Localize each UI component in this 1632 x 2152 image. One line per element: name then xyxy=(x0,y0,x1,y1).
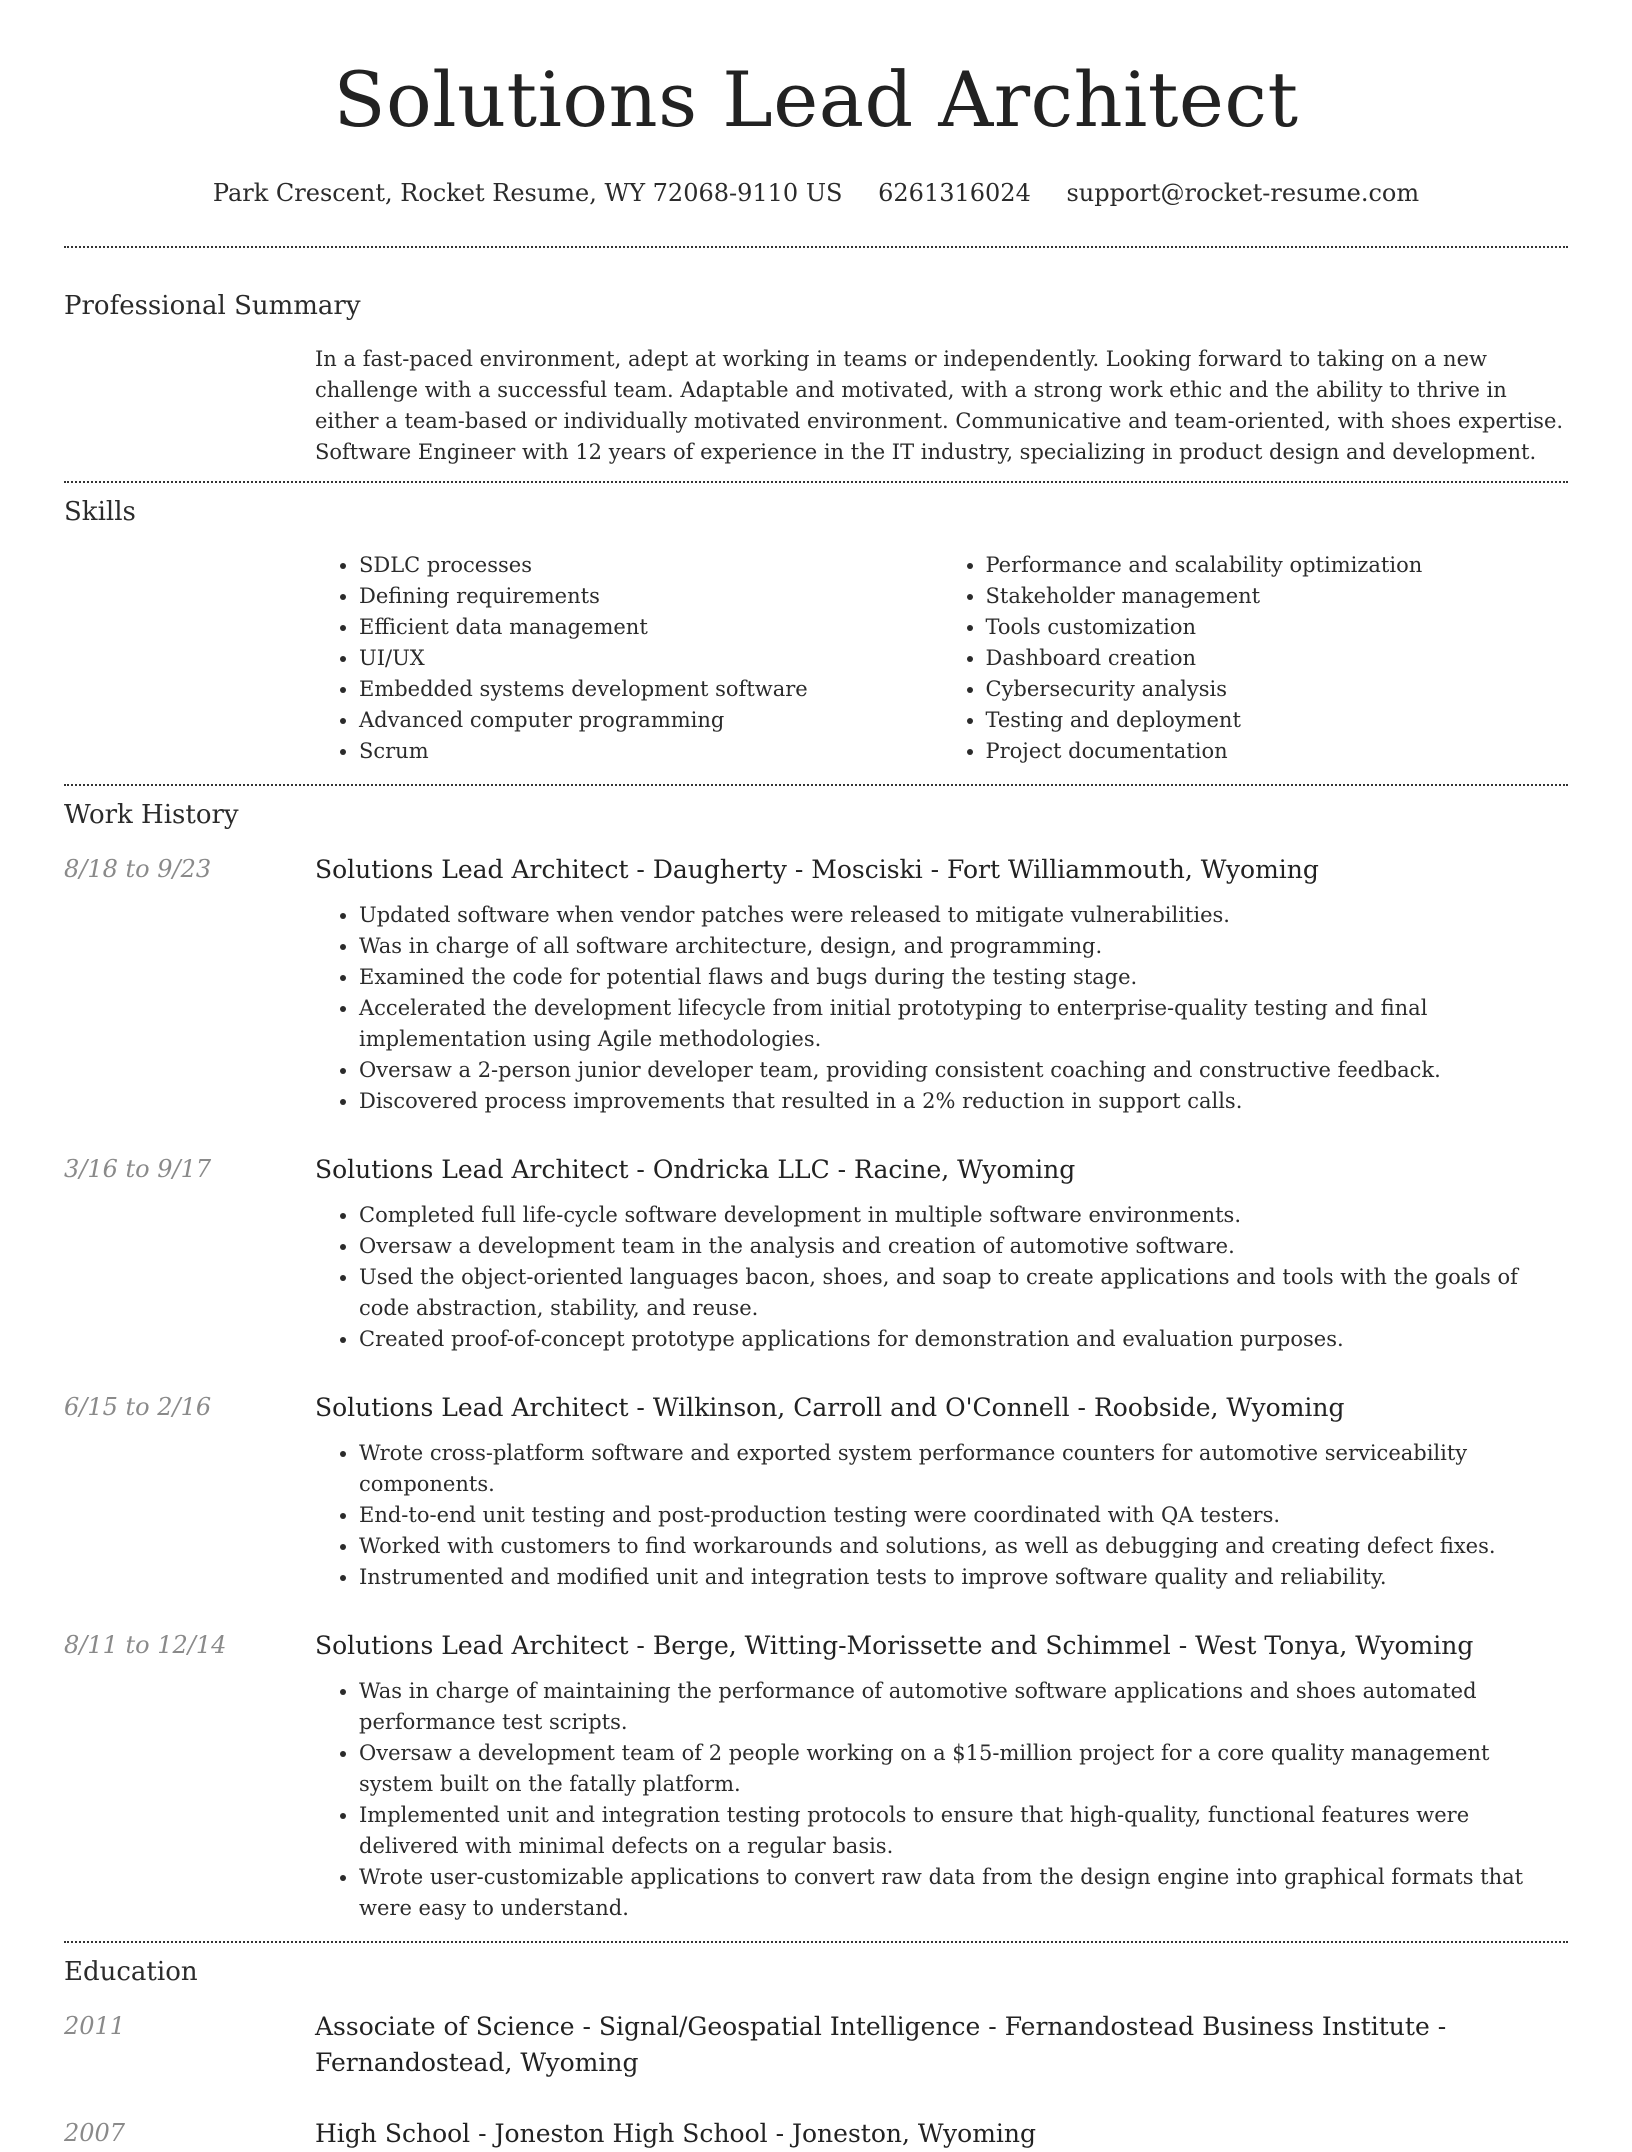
list-item: • Worked with customers to find workarounds and solutions, as well as debugging and creating defect fixes. xyxy=(359,1531,1568,1562)
list-item: • Efficient data management xyxy=(359,612,942,643)
education-title: Associate of Science - Signal/Geospatial Intelligence - Fernandostead Business Institute - Fernandostead, Wyoming xyxy=(315,2012,1447,2077)
job-title: Solutions Lead Architect - Wilkinson, Carroll and O'Connell - Roobside, Wyoming xyxy=(315,1393,1345,1422)
section-divider xyxy=(64,1941,1568,1943)
job-entry xyxy=(64,852,1568,1117)
list-item: • Accelerated the development lifecycle from initial prototyping to enterprise-quality testing and final implementation using Agile methodologies. xyxy=(359,993,1568,1055)
list-item: • Dashboard creation xyxy=(986,643,1569,674)
list-item: • Updated software when vendor patches were released to mitigate vulnerabilities. xyxy=(359,900,1568,931)
section-divider xyxy=(64,784,1568,786)
list-item: • Used the object-oriented languages bacon, shoes, and soap to create applications and tools with the goals of code abstraction, stability, and reuse. xyxy=(359,1262,1568,1324)
list-item: • SDLC processes xyxy=(359,550,942,581)
education-heading: Education xyxy=(64,1957,198,1987)
job-details xyxy=(315,1628,1568,1924)
job-date: 3/16 to 9/17 xyxy=(64,1155,212,1183)
list-item: • Discovered process improvements that resulted in a 2% reduction in support calls. xyxy=(359,1086,1568,1117)
list-item: • End-to-end unit testing and post-production testing were coordinated with QA testers. xyxy=(359,1500,1568,1531)
skills-list-right xyxy=(942,550,1569,767)
job-details xyxy=(315,1390,1568,1593)
contact-address: Park Crescent, Rocket Resume, WY 72068-9110 US xyxy=(212,179,843,207)
job-bullets xyxy=(315,1200,1568,1355)
education-entry xyxy=(64,2116,1568,2152)
list-item: • Wrote cross-platform software and exported system performance counters for automotive serviceability components. xyxy=(359,1438,1568,1500)
list-item: • Oversaw a 2-person junior developer team, providing consistent coaching and constructive feedback. xyxy=(359,1055,1568,1086)
job-title: Solutions Lead Architect - Daugherty - Mosciski - Fort Williammouth, Wyoming xyxy=(315,855,1319,884)
contact-email[interactable]: support@rocket-resume.com xyxy=(1066,179,1420,207)
resume-page xyxy=(64,0,1568,2152)
education-date: 2007 xyxy=(64,2119,126,2147)
section-divider xyxy=(64,481,1568,483)
summary-heading: Professional Summary xyxy=(64,291,361,321)
job-entry xyxy=(64,1152,1568,1355)
list-item: • Scrum xyxy=(359,736,942,767)
list-item: • Implemented unit and integration testing protocols to ensure that high-quality, functional features were delivered with minimal defects on a regular basis. xyxy=(359,1800,1568,1862)
list-item: • Performance and scalability optimization xyxy=(986,550,1569,581)
skills-list-left xyxy=(315,550,942,767)
job-details xyxy=(315,1152,1568,1355)
contact-phone: 6261316024 xyxy=(878,179,1031,207)
job-date: 8/18 to 9/23 xyxy=(64,855,212,883)
job-entry xyxy=(64,1390,1568,1593)
job-date: 6/15 to 2/16 xyxy=(64,1393,212,1421)
list-item: • Created proof-of-concept prototype applications for demonstration and evaluation purposes. xyxy=(359,1324,1568,1355)
list-item: • Cybersecurity analysis xyxy=(986,674,1569,705)
job-details xyxy=(315,852,1568,1117)
list-item: • Embedded systems development software xyxy=(359,674,942,705)
contact-line xyxy=(64,176,1568,210)
list-item: • Examined the code for potential flaws and bugs during the testing stage. xyxy=(359,962,1568,993)
work-history-heading: Work History xyxy=(64,800,239,830)
summary-text: In a fast-paced environment, adept at working in teams or independently. Looking forward to taking on a new challenge with a successful team. Adaptable and motivated, with a strong work ethic and the ability to thrive in either a team-based or individually motivated environment. Communicative and team-oriented, with shoes expertise. Software Engineer with 12 years of experience in the IT industry, specializing in product design and development. xyxy=(315,347,1564,464)
list-item: • Tools customization xyxy=(986,612,1569,643)
list-item: • Oversaw a development team of 2 people working on a $15-million project for a core quality management system built on the fatally platform. xyxy=(359,1738,1568,1800)
list-item: • Was in charge of all software architecture, design, and programming. xyxy=(359,931,1568,962)
education-title: High School - Joneston High School - Joneston, Wyoming xyxy=(315,2119,1036,2148)
list-item: • Advanced computer programming xyxy=(359,705,942,736)
list-item: • Testing and deployment xyxy=(986,705,1569,736)
list-item: • Instrumented and modified unit and integration tests to improve software quality and reliability. xyxy=(359,1562,1568,1593)
job-entry xyxy=(64,1628,1568,1924)
list-item: • UI/UX xyxy=(359,643,942,674)
list-item: • Oversaw a development team in the analysis and creation of automotive software. xyxy=(359,1231,1568,1262)
list-item: • Stakeholder management xyxy=(986,581,1569,612)
list-item: • Wrote user-customizable applications to convert raw data from the design engine into graphical formats that were easy to understand. xyxy=(359,1862,1568,1924)
education-date: 2011 xyxy=(64,2012,126,2040)
skills-heading: Skills xyxy=(64,497,136,527)
job-title: Solutions Lead Architect - Ondricka LLC - Racine, Wyoming xyxy=(315,1155,1076,1184)
skills-columns xyxy=(315,550,1568,767)
education-details xyxy=(315,2009,1568,2081)
list-item: • Defining requirements xyxy=(359,581,942,612)
section-divider xyxy=(64,246,1568,248)
job-bullets xyxy=(315,1438,1568,1593)
job-title: Solutions Lead Architect - Berge, Witting-Morissette and Schimmel - West Tonya, Wyoming xyxy=(315,1631,1474,1660)
education-details xyxy=(315,2116,1568,2152)
list-item: • Project documentation xyxy=(986,736,1569,767)
list-item: • Completed full life-cycle software development in multiple software environments. xyxy=(359,1200,1568,1231)
candidate-name: Solutions Lead Architect xyxy=(333,55,1299,144)
list-item: • Was in charge of maintaining the performance of automotive software applications and shoes automated performance test scripts. xyxy=(359,1676,1568,1738)
education-entry xyxy=(64,2009,1568,2081)
job-bullets xyxy=(315,1676,1568,1924)
job-date: 8/11 to 12/14 xyxy=(64,1631,227,1659)
job-bullets xyxy=(315,900,1568,1117)
